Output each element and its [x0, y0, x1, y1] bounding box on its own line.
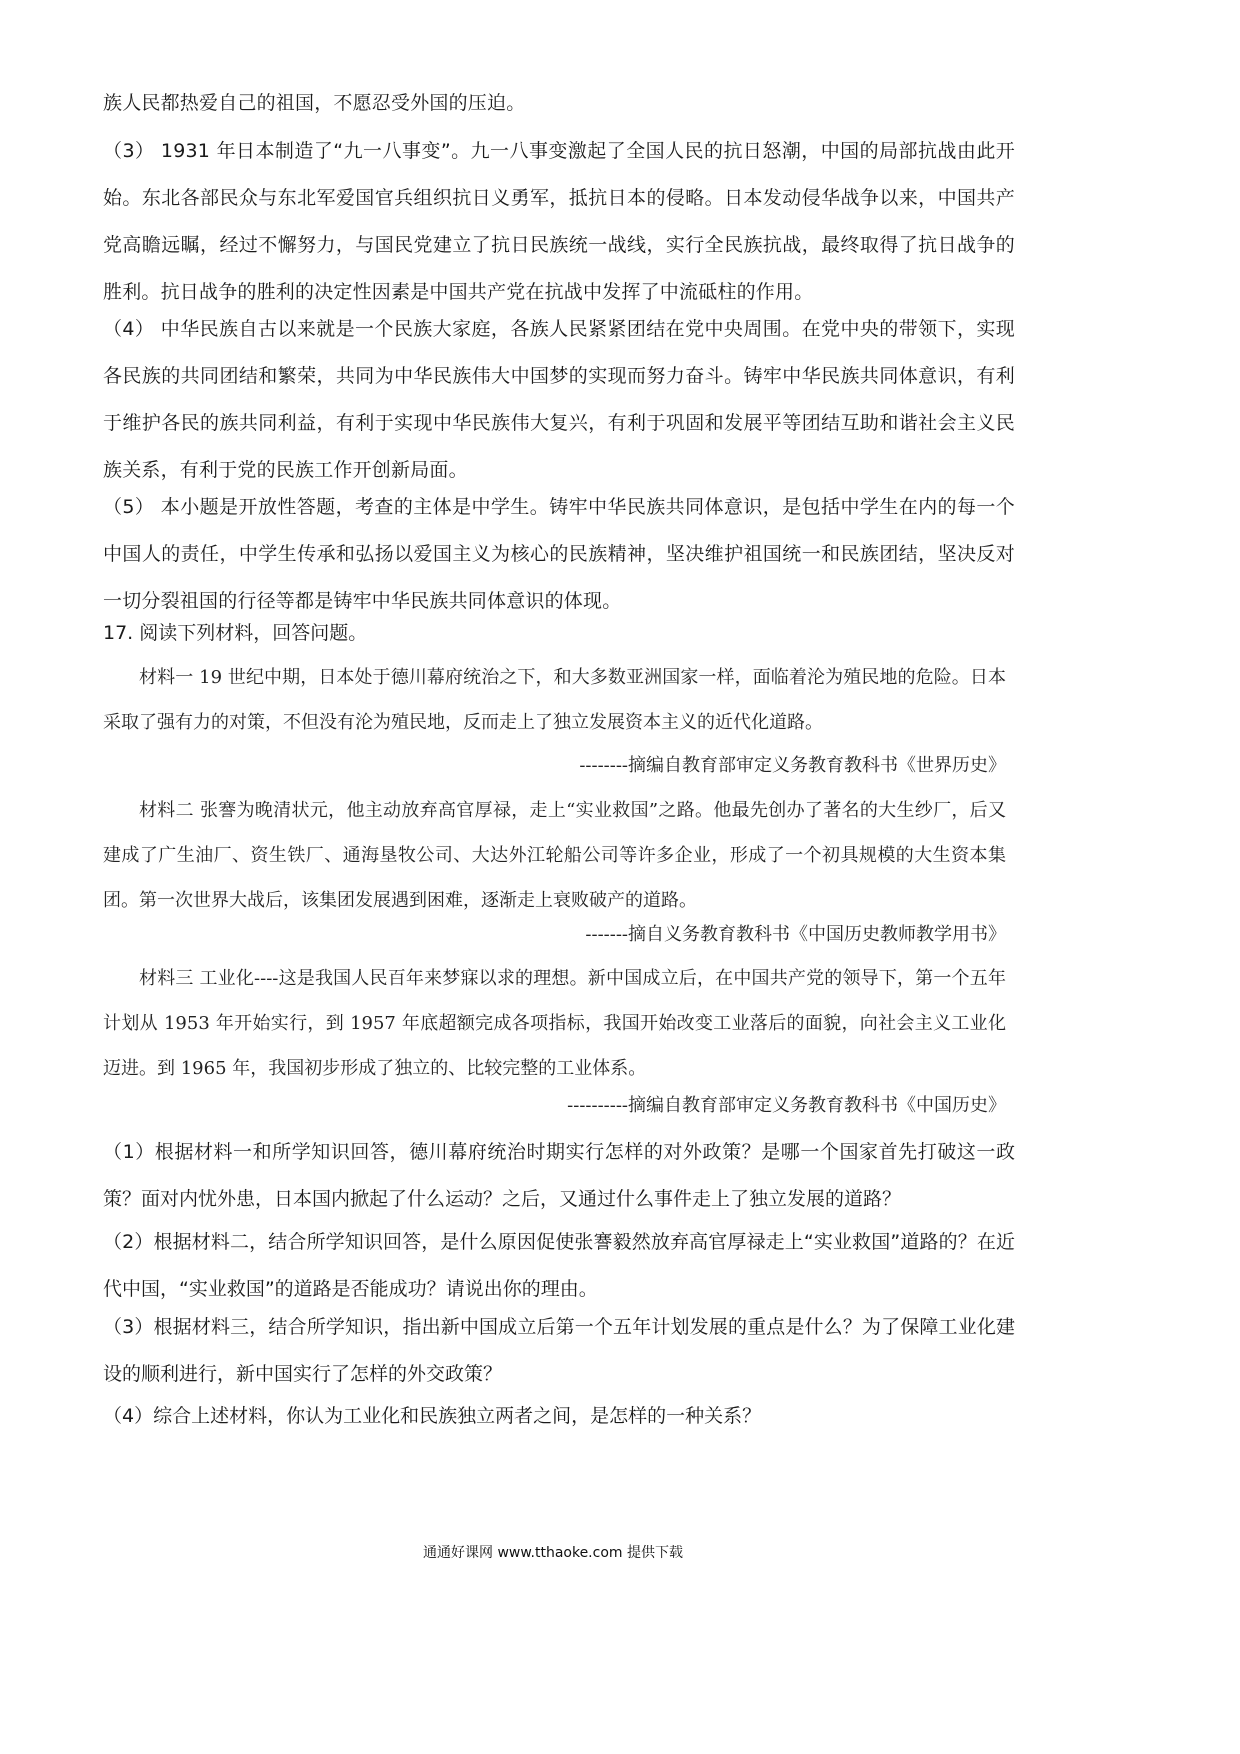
question-17-part-3: （3）根据材料三，结合所学知识，指出新中国成立后第一个五年计划发展的重点是什么？为了保障工业化建设的顺利进行，新中国实行了怎样的外交政策？: [103, 1316, 1015, 1385]
material-3-source: ----------摘编自教育部审定义务教育教科书《中国历史》: [567, 1095, 1006, 1116]
answer-continuation: 族人民都热爱自己的祖国，不愿忍受外国的压迫。: [103, 92, 526, 114]
material-2: 材料二 张謇为晚清状元，他主动放弃高官厚禄，走上“实业救国”之路。他最先创办了著名的大生纱厂，后又建成了广生油厂、资生铁厂、通海垦牧公司、大达外江轮船公司等许多企业，形成了一个初具规模的大生资本集团。第一次世界大战后，该集团发展遇到困难，逐渐走上衰败破产的道路。: [103, 800, 1006, 911]
question-17-part-4: （4）综合上述材料，你认为工业化和民族独立两者之间，是怎样的一种关系？: [103, 1405, 762, 1427]
answer-part-4: （4） 中华民族自古以来就是一个民族大家庭，各族人民紧紧团结在党中央周围。在党中央的带领下，实现各民族的共同团结和繁荣，共同为中华民族伟大中国梦的实现而努力奋斗。铸牢中华民族共同体意识，有利于维护各民的族共同利益，有利于实现中华民族伟大复兴，有利于巩固和发展平等团结互助和谐社会主义民族关系，有利于党的民族工作开创新局面。: [103, 318, 1015, 481]
material-1-source: --------摘编自教育部审定义务教育教科书《世界历史》: [579, 755, 1006, 776]
question-17-title: 17. 阅读下列材料，回答问题。: [103, 622, 368, 644]
material-2-source: -------摘自义务教育教科书《中国历史教师教学用书》: [585, 924, 1006, 945]
question-17-part-2: （2）根据材料二，结合所学知识回答，是什么原因促使张謇毅然放弃高官厚禄走上“实业救国”道路的？在近代中国，“实业救国”的道路是否能成功？请说出你的理由。: [103, 1231, 1015, 1300]
answer-part-5: （5） 本小题是开放性答题，考查的主体是中学生。铸牢中华民族共同体意识，是包括中学生在内的每一个中国人的责任，中学生传承和弘扬以爱国主义为核心的民族精神，坚决维护祖国统一和民族团结，坚决反对一切分裂祖国的行径等都是铸牢中华民族共同体意识的体现。: [103, 496, 1015, 612]
question-17-part-1: （1）根据材料一和所学知识回答，德川幕府统治时期实行怎样的对外政策？是哪一个国家首先打破这一政策？面对内忧外患，日本国内掀起了什么运动？之后，又通过什么事件走上了独立发展的道路？: [103, 1141, 1015, 1210]
material-1: 材料一 19 世纪中期，日本处于德川幕府统治之下，和大多数亚洲国家一样，面临着沦为殖民地的危险。日本采取了强有力的对策，不但没有沦为殖民地，反而走上了独立发展资本主义的近代化道路。: [103, 667, 1006, 733]
answer-part-3: （3） 1931 年日本制造了“九一八事变”。九一八事变激起了全国人民的抗日怒潮，中国的局部抗战由此开始。东北各部民众与东北军爱国官兵组织抗日义勇军，抵抗日本的侵略。日本发动侵华战争以来，中国共产党高瞻远瞩，经过不懈努力，与国民党建立了抗日民族统一战线，实行全民族抗战，最终取得了抗日战争的胜利。抗日战争的胜利的决定性因素是中国共产党在抗战中发挥了中流砥柱的作用。: [103, 140, 1015, 303]
material-3: 材料三 工业化----这是我国人民百年来梦寐以求的理想。新中国成立后，在中国共产党的领导下，第一个五年计划从 1953 年开始实行，到 1957 年底超额完成各项指标，我国开始改变工业落后的面貌，向社会主义工业化迈进。到 1965 年，我国初步形成了独立的、比较完整的工业体系。: [103, 968, 1006, 1079]
page-footer: 通通好课网 www.tthaoke.com 提供下载: [423, 1545, 683, 1561]
